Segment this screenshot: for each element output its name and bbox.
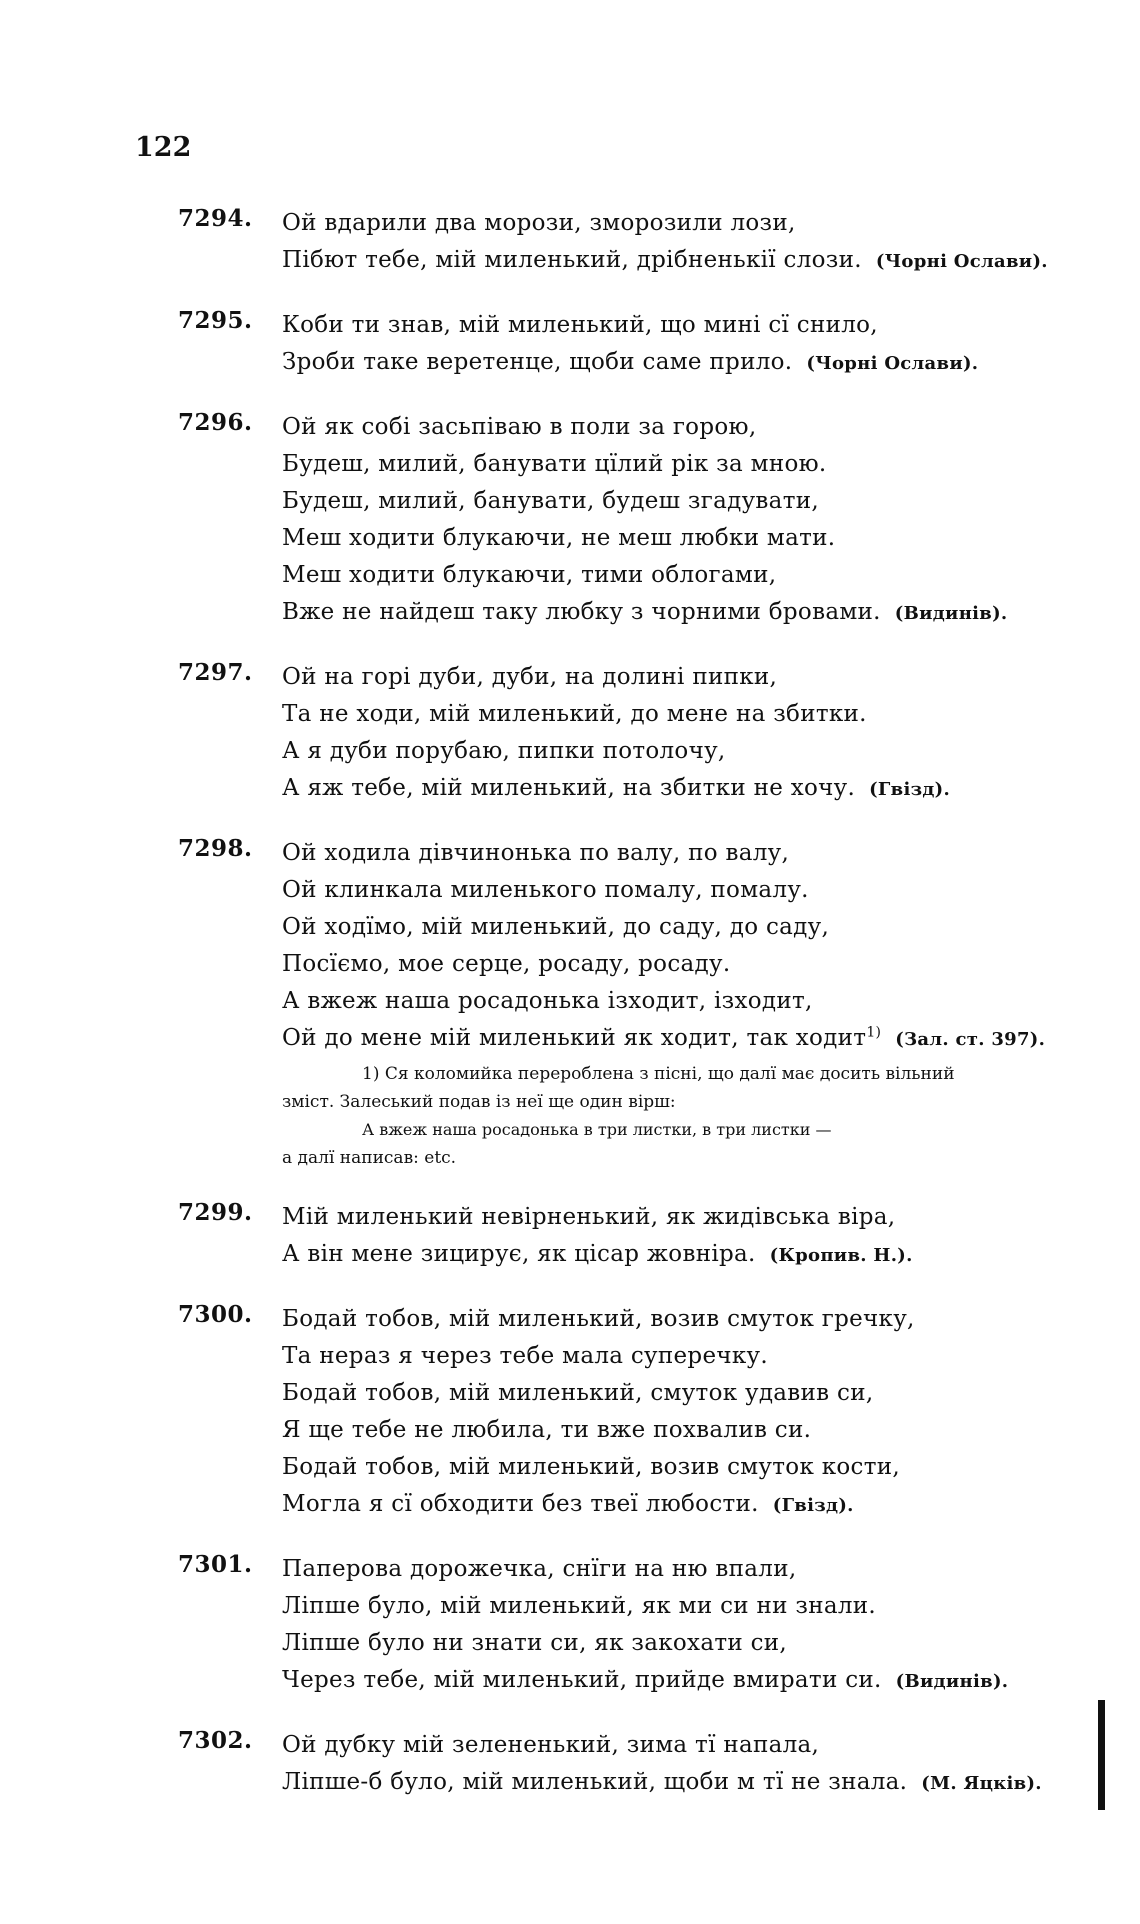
entry-number: 7302. xyxy=(178,1727,253,1754)
verse-line: Меш ходити блукаючи, тими облогами, xyxy=(282,562,777,588)
page-number: 122 xyxy=(135,132,192,163)
entry-7296 xyxy=(178,409,1098,632)
verse-line: Ліпше було, мій миленький, як ми си ни знали. xyxy=(282,1593,877,1619)
verse-line-with-source xyxy=(282,594,1098,632)
verse-line: Ой на горі дуби, дуби, на долині пипки, xyxy=(282,664,778,690)
verse-line: А він мене зицирує, як цісар жовніра. xyxy=(282,1241,756,1267)
entry-number: 7295. xyxy=(178,307,253,334)
verse-line: Ой ходїмо, мій миленький, до саду, до саду, xyxy=(282,914,830,940)
footnote-quote: А вжеж наша росадонька в три листки, в три листки — xyxy=(362,1120,832,1139)
verse-line: Бодай тобов, мій миленький, смуток удавив си, xyxy=(282,1380,874,1406)
source-reference: (Зал. ст. 397). xyxy=(895,1029,1046,1050)
entry-7295 xyxy=(178,307,1098,382)
entry-7294 xyxy=(178,205,1098,280)
entry-number: 7301. xyxy=(178,1551,253,1578)
footnote-line: а далї написав: etc. xyxy=(282,1148,457,1168)
source-reference: (Видинів). xyxy=(895,1671,1009,1692)
entry-7298 xyxy=(178,835,1098,1172)
verse-line: Ой ходила дівчинонька по валу, по валу, xyxy=(282,840,790,866)
verse-line-with-source xyxy=(282,1662,1098,1700)
verse-line: Будеш, милий, банувати, будеш згадувати, xyxy=(282,488,819,514)
source-reference: (М. Яцків). xyxy=(921,1773,1042,1794)
verse-line-with-source xyxy=(282,1020,1098,1058)
verse-line: Ой як собі засьпіваю в поли за горою, xyxy=(282,414,757,440)
verses xyxy=(282,307,1098,382)
entry-7301 xyxy=(178,1551,1098,1700)
verse-line: Бодай тобов, мій миленький, возив смуток кости, xyxy=(282,1454,900,1480)
verse-line: Коби ти знав, мій миленький, що мині сї снило, xyxy=(282,312,878,338)
verse-line: Зроби таке веретенце, щоби саме прило. xyxy=(282,349,793,375)
verse-line: А вжеж наша росадонька ізходит, ізходит, xyxy=(282,988,813,1014)
verses xyxy=(282,205,1098,280)
source-reference: (Видинів). xyxy=(894,603,1008,624)
verses xyxy=(282,659,1098,808)
verse-line-with-source xyxy=(282,1764,1098,1802)
verse-line: Я ще тебе не любила, ти вже похвалив си. xyxy=(282,1417,812,1443)
verse-line: Та нераз я через тебе мала суперечку. xyxy=(282,1343,768,1369)
verse-line: Будеш, милий, банувати цїлий рік за мною. xyxy=(282,451,827,477)
verse-line: Вже не найдеш таку любку з чорними бровами. xyxy=(282,599,881,625)
verse-line: Ліпше-б було, мій миленький, щоби м тї не знала. xyxy=(282,1769,908,1795)
verse-line: Мій миленький невірненький, як жидівська віра, xyxy=(282,1204,896,1230)
verse-line: Через тебе, мій миленький, прийде вмирати си. xyxy=(282,1667,882,1693)
source-reference: (Гвізд). xyxy=(869,779,951,800)
source-reference: (Гвізд). xyxy=(772,1495,854,1516)
entry-number: 7297. xyxy=(178,659,253,686)
entry-7302 xyxy=(178,1727,1098,1802)
entry-7299 xyxy=(178,1199,1098,1274)
verse-line: Могла я сї обходити без твеї любости. xyxy=(282,1491,759,1517)
margin-bar xyxy=(1098,1700,1105,1810)
entry-7297 xyxy=(178,659,1098,808)
verse-line: Посїємо, мое серце, росаду, росаду. xyxy=(282,951,731,977)
entry-number: 7298. xyxy=(178,835,253,862)
verse-line: Та не ходи, мій миленький, до мене на збитки. xyxy=(282,701,867,727)
verses xyxy=(282,835,1098,1058)
verses xyxy=(282,1727,1098,1802)
entry-7300 xyxy=(178,1301,1098,1524)
verse-line: Бодай тобов, мій миленький, возив смуток гречку, xyxy=(282,1306,915,1332)
verse-line: Ой до мене мій миленький як ходит, так ходит xyxy=(282,1025,867,1051)
entry-number: 7299. xyxy=(178,1199,253,1226)
footnote xyxy=(282,1060,1098,1172)
source-reference: (Чорні Ослави). xyxy=(875,251,1048,272)
poem-entries xyxy=(178,205,1098,1829)
footnote-line: зміст. Залеський подав із неї ще один вірш: xyxy=(282,1092,676,1112)
verse-line: Ой клинкала миленького помалу, помалу. xyxy=(282,877,809,903)
verse-line-with-source xyxy=(282,770,1098,808)
entry-number: 7300. xyxy=(178,1301,253,1328)
verses xyxy=(282,1551,1098,1700)
verse-line: Ой дубку мій зелененький, зима тї напала, xyxy=(282,1732,820,1758)
verse-line: Меш ходити блукаючи, не меш любки мати. xyxy=(282,525,836,551)
verse-line: Пібют тебе, мій миленький, дрібненькії слози. xyxy=(282,247,862,273)
source-reference: (Чорні Ослави). xyxy=(806,353,979,374)
verse-line-with-source xyxy=(282,1486,1098,1524)
verses xyxy=(282,409,1098,632)
footnote-marker: 1) xyxy=(866,1024,882,1041)
entry-number: 7294. xyxy=(178,205,253,232)
verses xyxy=(282,1199,1098,1274)
verse-line: А яж тебе, мій миленький, на збитки не хочу. xyxy=(282,775,856,801)
verse-line: Ліпше було ни знати си, як закохати си, xyxy=(282,1630,788,1656)
entry-number: 7296. xyxy=(178,409,253,436)
verse-line: А я дуби порубаю, пипки потолочу, xyxy=(282,738,726,764)
verse-line-with-source xyxy=(282,344,1098,382)
verse-line: Паперова дорожечка, снїги на ню впали, xyxy=(282,1556,797,1582)
verses xyxy=(282,1301,1098,1524)
source-reference: (Кропив. Н.). xyxy=(769,1245,913,1266)
verse-line-with-source xyxy=(282,1236,1098,1274)
verse-line-with-source xyxy=(282,242,1098,280)
footnote-line: 1) Ся коломийка перероблена з пісні, що далї має досить вільний xyxy=(362,1064,955,1084)
verse-line: Ой вдарили два морози, зморозили лози, xyxy=(282,210,796,236)
